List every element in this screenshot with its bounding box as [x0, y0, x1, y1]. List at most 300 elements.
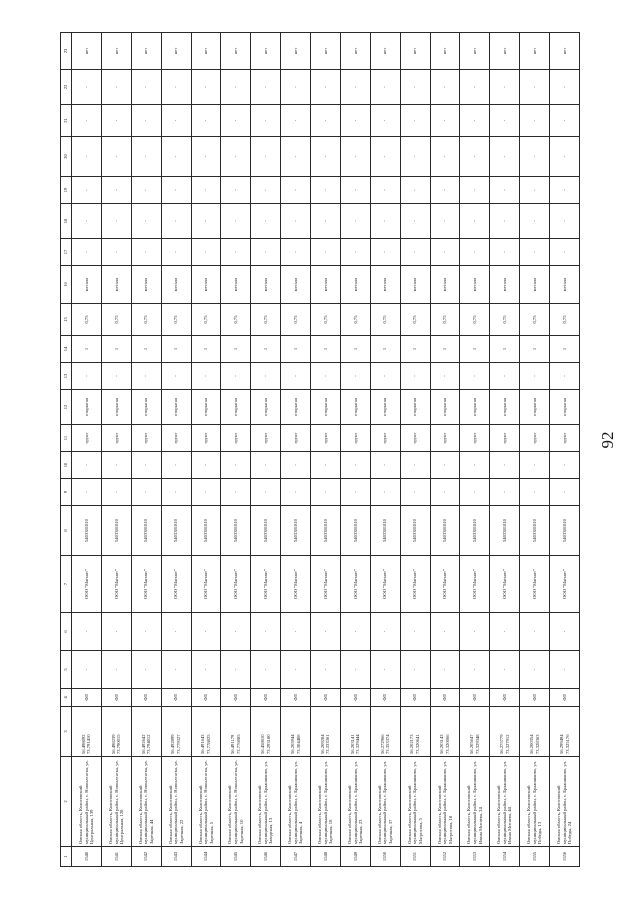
table-cell: -: [370, 70, 400, 105]
table-cell: -: [430, 239, 460, 266]
table-cell: -: [460, 70, 490, 105]
column-number: 22: [61, 70, 72, 105]
table-cell: 1: [430, 336, 460, 363]
table-cell: 5403381810: [520, 506, 550, 556]
table-cell: открытая: [131, 390, 161, 425]
table-cell: -: [520, 239, 550, 266]
table-cell: нет: [161, 33, 191, 70]
table-cell: ФЛ: [131, 689, 161, 707]
table-cell: 1546: [251, 847, 281, 867]
table-cell: -: [340, 613, 370, 651]
column-number: 12: [61, 390, 72, 425]
table-row: [340, 33, 370, 867]
table-cell: -: [490, 70, 520, 105]
table-cell: -: [370, 613, 400, 651]
table-cell: -: [72, 137, 102, 177]
table-cell: -: [311, 239, 341, 266]
table-cell: -: [191, 239, 221, 266]
table-cell: 56.202173 73.320641: [400, 707, 430, 757]
table-cell: -: [520, 613, 550, 651]
table-cell: -: [370, 239, 400, 266]
table-cell: -: [370, 479, 400, 506]
table-cell: открытая: [101, 390, 131, 425]
table-cell: -: [400, 651, 430, 689]
table-cell: металл: [101, 266, 131, 304]
table-cell: -: [550, 204, 580, 239]
table-cell: -: [340, 204, 370, 239]
table-cell: 1: [251, 336, 281, 363]
table-cell: ООО "Магнит": [520, 556, 550, 613]
table-cell: -: [101, 204, 131, 239]
table-cell: -: [101, 613, 131, 651]
column-number: 3: [61, 707, 72, 757]
table-cell: ФЛ: [430, 689, 460, 707]
table-row: [490, 33, 520, 867]
table-cell: грунт: [281, 425, 311, 452]
table-cell: 5403381810: [281, 506, 311, 556]
table-cell: -: [281, 177, 311, 204]
table-cell: -: [131, 452, 161, 479]
table-cell: -: [281, 363, 311, 390]
table-cell: 56.498239 73.790015: [101, 707, 131, 757]
table-cell: -: [161, 479, 191, 506]
table-cell: -: [131, 479, 161, 506]
table-cell: -: [311, 613, 341, 651]
table-cell: 0,75: [520, 304, 550, 336]
column-number: 15: [61, 304, 72, 336]
table-cell: ООО "Магнит": [490, 556, 520, 613]
table-cell: нет: [221, 33, 251, 70]
column-number: 14: [61, 336, 72, 363]
table-cell: -: [191, 105, 221, 137]
table-cell: грунт: [221, 425, 251, 452]
table-cell: -: [460, 452, 490, 479]
table-cell: -: [430, 137, 460, 177]
table-cell: -: [221, 239, 251, 266]
table-cell: 0,75: [221, 304, 251, 336]
table-cell: 5403381810: [490, 506, 520, 556]
table-cell: -: [72, 70, 102, 105]
table-cell: 0,75: [251, 304, 281, 336]
table-cell: Омская область, Колосовский муниципальный район, с. Новоалтатка, ул. Заречная, 44: [131, 757, 161, 847]
table-cell: Омская область, Колосовский муниципальный район, с. Новоалтатка, ул. Центральная, 128: [101, 757, 131, 847]
table-cell: 1: [340, 336, 370, 363]
table-cell: -: [311, 452, 341, 479]
table-cell: -: [161, 452, 191, 479]
table-cell: 56.205944 73.304408: [281, 707, 311, 757]
table-cell: 56.491179 73.776085: [221, 707, 251, 757]
table-cell: -: [191, 70, 221, 105]
table-cell: 0,75: [340, 304, 370, 336]
table-cell: нет: [460, 33, 490, 70]
table-cell: 56.209284 73.333361: [311, 707, 341, 757]
table-cell: -: [251, 137, 281, 177]
table-cell: ООО "Магнит": [430, 556, 460, 613]
table-cell: -: [251, 177, 281, 204]
table-cell: -: [72, 452, 102, 479]
table-cell: -: [101, 651, 131, 689]
table-cell: нет: [340, 33, 370, 70]
table-cell: Омская область, Колосовский муниципальный район, с. Новоалтатка, ул. Заречная, 5: [191, 757, 221, 847]
column-number: 4: [61, 689, 72, 707]
table-cell: -: [490, 651, 520, 689]
table-cell: -: [311, 70, 341, 105]
registry-table: [60, 32, 580, 867]
table-row: [131, 33, 161, 867]
table-cell: грунт: [161, 425, 191, 452]
table-cell: открытая: [191, 390, 221, 425]
table-cell: 1551: [400, 847, 430, 867]
table-cell: открытая: [221, 390, 251, 425]
table-cell: 1: [490, 336, 520, 363]
table-cell: 0,75: [131, 304, 161, 336]
table-cell: грунт: [131, 425, 161, 452]
table-cell: 1: [311, 336, 341, 363]
table-cell: 1: [191, 336, 221, 363]
column-number: 23: [61, 33, 72, 70]
table-cell: 56.492642 73.794012: [131, 707, 161, 757]
table-cell: -: [460, 137, 490, 177]
table-cell: -: [221, 651, 251, 689]
table-cell: -: [251, 613, 281, 651]
table-cell: 5403381810: [251, 506, 281, 556]
table-cell: ООО "Магнит": [251, 556, 281, 613]
table-cell: -: [161, 239, 191, 266]
table-cell: -: [400, 177, 430, 204]
table-cell: 1540: [72, 847, 102, 867]
table-cell: 56.200354 73.328363: [520, 707, 550, 757]
table-cell: открытая: [340, 390, 370, 425]
column-number: 5: [61, 651, 72, 689]
table-cell: -: [340, 137, 370, 177]
table-cell: -: [550, 613, 580, 651]
table-cell: открытая: [520, 390, 550, 425]
table-cell: -: [281, 105, 311, 137]
table-cell: грунт: [251, 425, 281, 452]
table-cell: открытая: [550, 390, 580, 425]
table-row: [72, 33, 102, 867]
table-cell: 56.205647 73.329348: [460, 707, 490, 757]
page-number: 92: [598, 431, 617, 449]
table-cell: -: [311, 363, 341, 390]
table-cell: ООО "Магнит": [161, 556, 191, 613]
table-cell: -: [251, 363, 281, 390]
table-cell: 1: [281, 336, 311, 363]
table-cell: 1: [161, 336, 191, 363]
table-cell: металл: [281, 266, 311, 304]
table-cell: ФЛ: [221, 689, 251, 707]
table-cell: -: [490, 239, 520, 266]
table-cell: -: [251, 70, 281, 105]
table-cell: -: [221, 70, 251, 105]
table-cell: -: [460, 479, 490, 506]
table-cell: открытая: [281, 390, 311, 425]
table-cell: -: [400, 239, 430, 266]
table-cell: ООО "Магнит": [311, 556, 341, 613]
table-cell: 56.275779 73.327912: [490, 707, 520, 757]
table-cell: -: [221, 613, 251, 651]
table-cell: -: [520, 70, 550, 105]
table-cell: 0,75: [460, 304, 490, 336]
table-cell: нет: [311, 33, 341, 70]
table-cell: 1549: [340, 847, 370, 867]
table-cell: -: [281, 479, 311, 506]
table-cell: -: [251, 239, 281, 266]
table-cell: -: [311, 137, 341, 177]
table-cell: -: [101, 479, 131, 506]
table-cell: -: [340, 479, 370, 506]
table-cell: -: [400, 70, 430, 105]
rotated-table-wrapper: [60, 33, 580, 867]
table-cell: 1545: [221, 847, 251, 867]
table-cell: 5403381810: [400, 506, 430, 556]
column-number: 20: [61, 137, 72, 177]
table-cell: нет: [550, 33, 580, 70]
table-cell: -: [251, 651, 281, 689]
table-cell: -: [520, 651, 550, 689]
table-cell: металл: [221, 266, 251, 304]
table-cell: -: [101, 239, 131, 266]
table-cell: ФЛ: [101, 689, 131, 707]
table-cell: 1556: [550, 847, 580, 867]
table-cell: -: [370, 452, 400, 479]
table-cell: -: [161, 651, 191, 689]
table-row: [221, 33, 251, 867]
table-cell: -: [490, 105, 520, 137]
table-cell: -: [101, 177, 131, 204]
table-cell: -: [340, 177, 370, 204]
table-cell: нет: [400, 33, 430, 70]
table-cell: металл: [490, 266, 520, 304]
table-cell: -: [550, 479, 580, 506]
table-cell: -: [251, 204, 281, 239]
table-cell: -: [520, 479, 550, 506]
table-cell: -: [430, 70, 460, 105]
table-cell: -: [430, 452, 460, 479]
table-cell: 5403381810: [550, 506, 580, 556]
table-cell: металл: [131, 266, 161, 304]
table-cell: -: [191, 137, 221, 177]
table-cell: -: [161, 177, 191, 204]
table-cell: -: [550, 651, 580, 689]
table-cell: -: [221, 479, 251, 506]
table-cell: -: [490, 204, 520, 239]
table-cell: открытая: [490, 390, 520, 425]
table-cell: грунт: [101, 425, 131, 452]
table-cell: -: [101, 363, 131, 390]
column-number: 1: [61, 847, 72, 867]
table-cell: -: [400, 105, 430, 137]
table-cell: -: [191, 363, 221, 390]
table-cell: 5403381810: [221, 506, 251, 556]
table-cell: 1: [400, 336, 430, 363]
table-cell: 1: [131, 336, 161, 363]
table-cell: -: [72, 239, 102, 266]
table-cell: металл: [72, 266, 102, 304]
table-cell: -: [550, 70, 580, 105]
table-cell: 0,75: [430, 304, 460, 336]
table-cell: -: [490, 177, 520, 204]
table-cell: -: [400, 137, 430, 177]
table-cell: ООО "Магнит": [460, 556, 490, 613]
column-number: 7: [61, 556, 72, 613]
table-cell: 1: [460, 336, 490, 363]
table-row: [311, 33, 341, 867]
table-cell: -: [550, 363, 580, 390]
table-cell: нет: [251, 33, 281, 70]
table-cell: -: [221, 137, 251, 177]
table-cell: Омская область, Колосовский муниципальный район, с. Бражниково, ул. Заречная, 23: [340, 757, 370, 847]
table-cell: 1: [221, 336, 251, 363]
table-cell: Омская область, Колосовский муниципальный район, с. Бражниково, ул. Матросова, 5: [400, 757, 430, 847]
table-cell: -: [550, 239, 580, 266]
column-number: 9: [61, 479, 72, 506]
table-cell: 0,75: [281, 304, 311, 336]
table-cell: металл: [400, 266, 430, 304]
table-cell: -: [251, 479, 281, 506]
column-number: 13: [61, 363, 72, 390]
table-cell: -: [520, 452, 550, 479]
table-cell: 0,75: [311, 304, 341, 336]
table-row: [101, 33, 131, 867]
table-cell: открытая: [251, 390, 281, 425]
table-cell: ФЛ: [251, 689, 281, 707]
table-cell: грунт: [520, 425, 550, 452]
table-cell: -: [221, 452, 251, 479]
table-cell: -: [161, 204, 191, 239]
table-cell: ФЛ: [340, 689, 370, 707]
table-cell: металл: [191, 266, 221, 304]
table-cell: -: [251, 105, 281, 137]
table-cell: ФЛ: [72, 689, 102, 707]
table-cell: -: [131, 177, 161, 204]
table-cell: грунт: [400, 425, 430, 452]
table-cell: 0,75: [370, 304, 400, 336]
table-cell: -: [490, 479, 520, 506]
table-cell: металл: [370, 266, 400, 304]
table-cell: -: [340, 70, 370, 105]
table-cell: -: [550, 137, 580, 177]
table-cell: грунт: [340, 425, 370, 452]
table-cell: -: [251, 452, 281, 479]
table-cell: 56.458010 73.293180: [251, 707, 281, 757]
table-cell: -: [311, 479, 341, 506]
table-cell: ФЛ: [400, 689, 430, 707]
table-cell: металл: [311, 266, 341, 304]
table-cell: нет: [101, 33, 131, 70]
table-cell: -: [430, 204, 460, 239]
table-cell: -: [161, 105, 191, 137]
table-cell: открытая: [72, 390, 102, 425]
table-cell: -: [191, 651, 221, 689]
column-number: 2: [61, 757, 72, 847]
table-cell: открытая: [370, 390, 400, 425]
table-cell: -: [340, 363, 370, 390]
table-cell: -: [101, 70, 131, 105]
table-cell: -: [460, 363, 490, 390]
table-cell: -: [221, 363, 251, 390]
table-cell: -: [72, 105, 102, 137]
table-cell: -: [550, 177, 580, 204]
table-cell: -: [281, 651, 311, 689]
table-cell: -: [221, 177, 251, 204]
table-cell: ФЛ: [161, 689, 191, 707]
table-cell: ООО "Магнит": [281, 556, 311, 613]
table-cell: металл: [430, 266, 460, 304]
table-cell: -: [370, 177, 400, 204]
table-cell: 0,75: [101, 304, 131, 336]
table-cell: -: [72, 204, 102, 239]
table-cell: -: [281, 204, 311, 239]
table-cell: Омская область, Колосовский муниципальный район, с. Бражниково, ул. Ивана Митяева, 44: [490, 757, 520, 847]
table-cell: 1541: [101, 847, 131, 867]
table-cell: -: [101, 105, 131, 137]
table-cell: -: [221, 105, 251, 137]
column-number: 17: [61, 239, 72, 266]
table-cell: грунт: [490, 425, 520, 452]
table-cell: ООО "Магнит": [131, 556, 161, 613]
table-cell: грунт: [72, 425, 102, 452]
table-cell: -: [221, 204, 251, 239]
table-row: [370, 33, 400, 867]
table-row: [191, 33, 221, 867]
table-cell: -: [370, 105, 400, 137]
table-cell: 5403381810: [460, 506, 490, 556]
table-cell: -: [191, 204, 221, 239]
table-cell: 56.498092 73.791410: [72, 707, 102, 757]
table-cell: -: [161, 70, 191, 105]
table-row: [520, 33, 550, 867]
table-cell: нет: [281, 33, 311, 70]
table-cell: Омская область, Колосовский муниципальный район, с. Новоалтатка, ул. Заречная, 22: [161, 757, 191, 847]
table-cell: ООО "Магнит": [101, 556, 131, 613]
table-cell: -: [400, 452, 430, 479]
table-cell: -: [161, 613, 191, 651]
table-cell: грунт: [370, 425, 400, 452]
table-cell: открытая: [400, 390, 430, 425]
table-cell: 1: [370, 336, 400, 363]
table-cell: металл: [340, 266, 370, 304]
table-cell: 1544: [191, 847, 221, 867]
column-number: 11: [61, 425, 72, 452]
table-cell: Омская область, Колосовский муниципальный район, с. Бражниково, ул. Заречная, 37: [370, 757, 400, 847]
table-cell: -: [281, 137, 311, 177]
table-cell: -: [340, 452, 370, 479]
table-cell: нет: [490, 33, 520, 70]
table-cell: грунт: [460, 425, 490, 452]
table-row: [400, 33, 430, 867]
column-number: 10: [61, 452, 72, 479]
table-cell: металл: [161, 266, 191, 304]
table-cell: -: [131, 105, 161, 137]
table-cell: -: [72, 651, 102, 689]
table-cell: металл: [550, 266, 580, 304]
table-cell: 1: [550, 336, 580, 363]
table-cell: 1553: [460, 847, 490, 867]
table-row: [251, 33, 281, 867]
table-cell: 56.203141 73.329444: [340, 707, 370, 757]
table-cell: 1555: [520, 847, 550, 867]
table-cell: Омская область, Колосовский муниципальный район, с. Бражниково, ул. Матросова, 18: [430, 757, 460, 847]
table-cell: -: [490, 452, 520, 479]
table-cell: нет: [370, 33, 400, 70]
table-cell: ФЛ: [460, 689, 490, 707]
table-cell: -: [281, 452, 311, 479]
table-cell: 5403381810: [131, 506, 161, 556]
table-cell: -: [72, 613, 102, 651]
table-cell: -: [400, 363, 430, 390]
table-cell: -: [370, 204, 400, 239]
